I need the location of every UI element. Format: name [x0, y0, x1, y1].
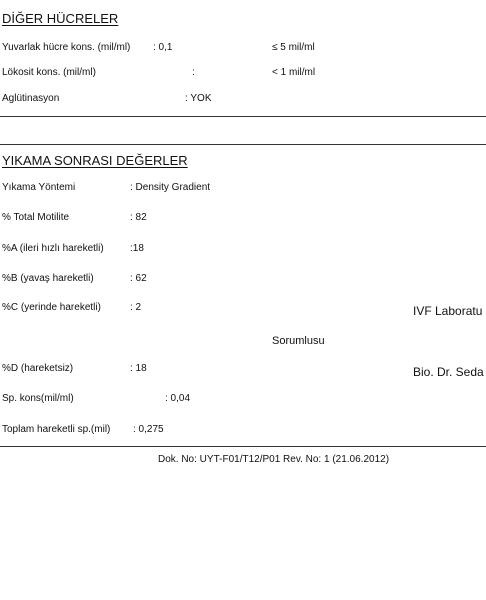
row-value-grade-d: : 18	[130, 363, 147, 374]
row-value-total-motility: : 82	[130, 212, 147, 223]
row-value-grade-a: :18	[130, 243, 144, 254]
section-title-other-cells: DİĞER HÜCRELER	[2, 11, 119, 26]
row-label-total-motility: % Total Motilite	[2, 212, 70, 223]
row-value-agglutination: : YOK	[185, 93, 212, 104]
row-label-grade-c: %C (yerinde hareketli)	[2, 302, 101, 313]
row-label-grade-a: %A (ileri hızlı hareketli)	[2, 243, 104, 254]
signature-role: Sorumlusu	[272, 335, 325, 347]
row-label-grade-b: %B (yavaş hareketli)	[2, 273, 94, 284]
row-label-grade-d: %D (hareketsiz)	[2, 363, 74, 374]
divider	[0, 446, 486, 447]
row-label-leukocyte: Lökosit kons. (mil/ml)	[2, 67, 96, 78]
row-value-leukocyte: :	[192, 67, 195, 78]
divider	[0, 116, 486, 117]
row-value-wash-method: : Density Gradient	[130, 182, 211, 193]
document-number: Dok. No: UYT-F01/T12/P01 Rev. No: 1 (21.06.2012)	[158, 454, 390, 465]
row-label-agglutination: Aglütinasyon	[2, 93, 60, 104]
row-value-round-cell: : 0,1	[153, 42, 173, 53]
row-value-grade-c: : 2	[130, 302, 142, 313]
row-label-round-cell: Yuvarlak hücre kons. (mil/ml)	[2, 42, 131, 53]
row-value-sperm-concentration: : 0,04	[165, 393, 191, 404]
row-ref-leukocyte: < 1 mil/ml	[272, 67, 316, 78]
row-label-sperm-concentration: Sp. kons(mil/ml)	[2, 393, 74, 404]
signature-name: Bio. Dr. Seda	[413, 365, 484, 379]
row-ref-round-cell: ≤ 5 mil/ml	[272, 42, 315, 53]
row-value-total-motile-sperm: : 0,275	[133, 424, 164, 435]
row-label-wash-method: Yıkama Yöntemi	[2, 182, 76, 193]
section-title-post-wash: YIKAMA SONRASI DEĞERLER	[2, 153, 188, 168]
signature-lab: IVF Laboratu	[413, 304, 483, 318]
row-value-grade-b: : 62	[130, 273, 147, 284]
row-label-total-motile-sperm: Toplam hareketli sp.(mil)	[2, 424, 111, 435]
divider	[0, 144, 486, 145]
